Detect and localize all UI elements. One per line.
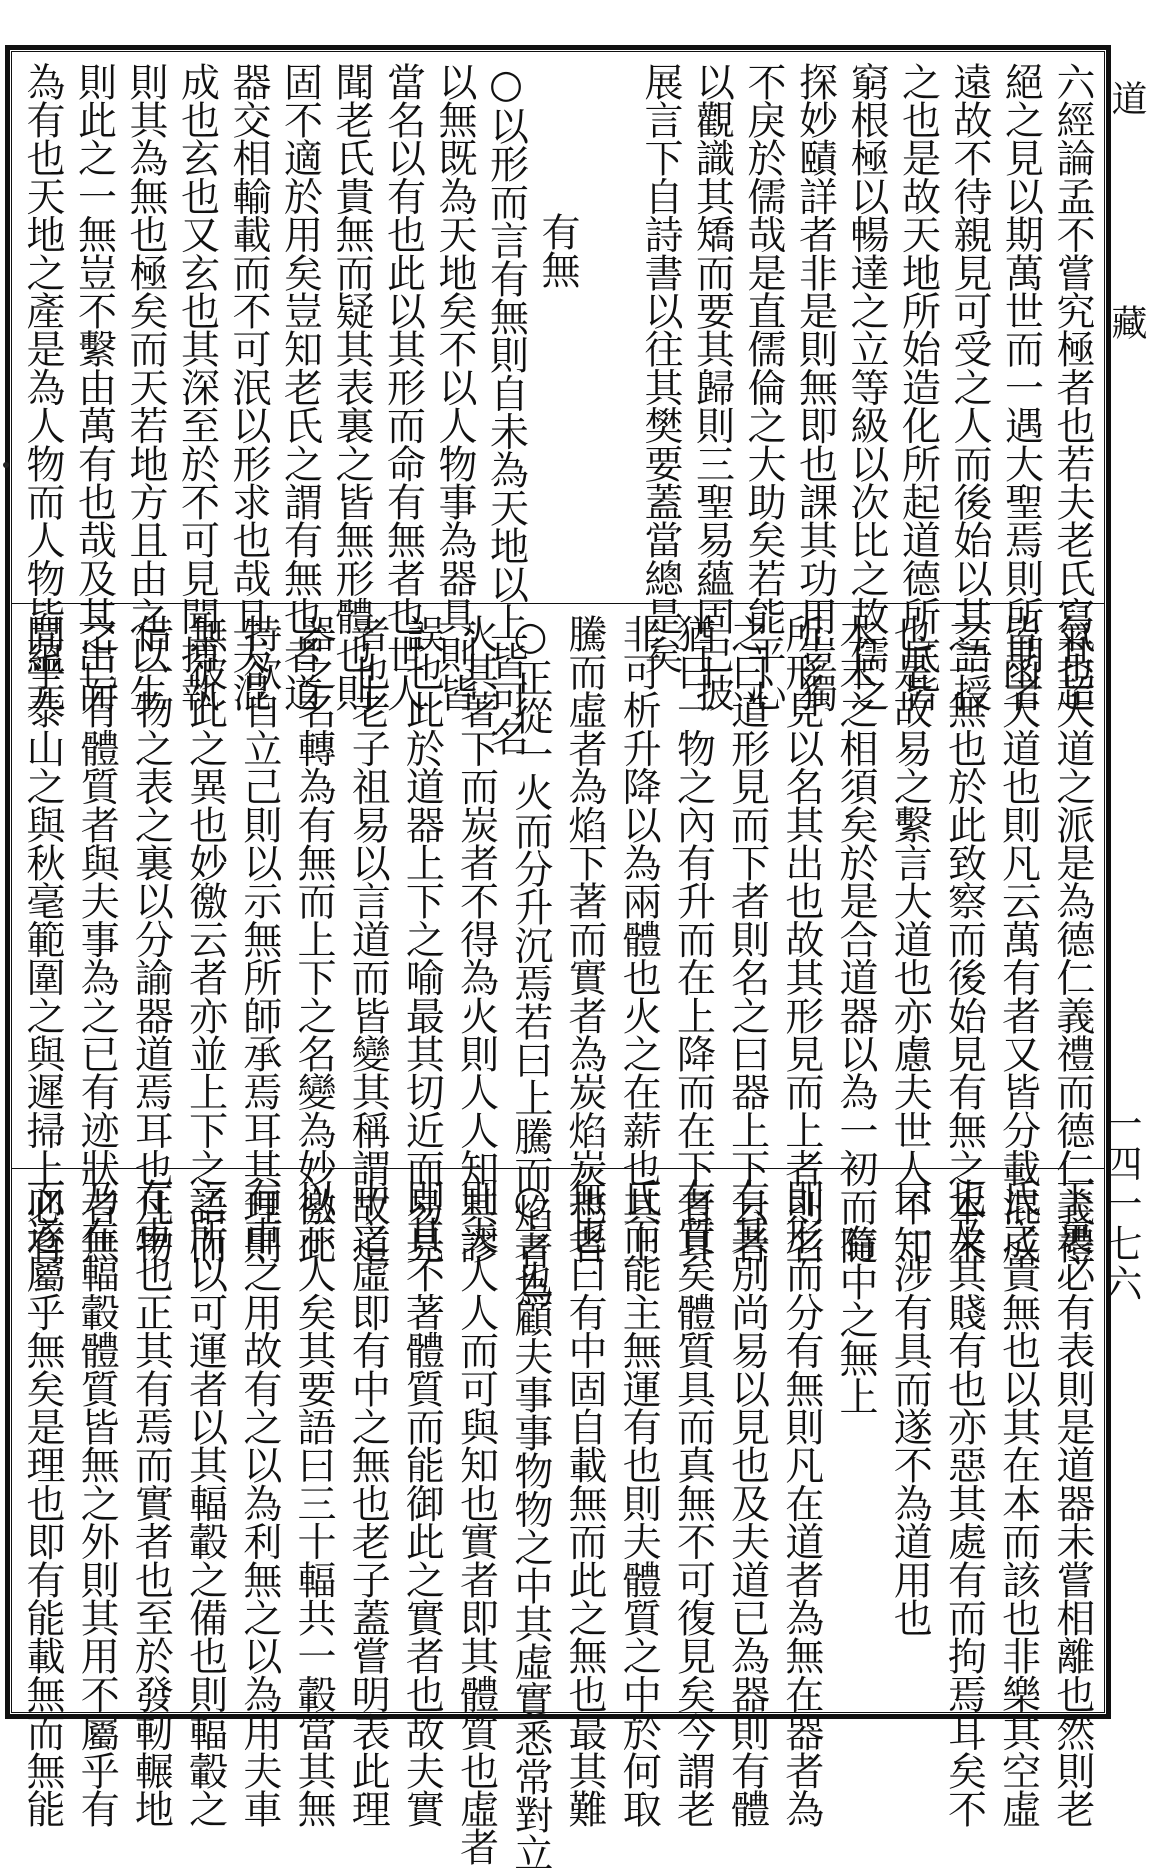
text-column: 器之名轉為有無而上下之名變為妙徼此 (291, 614, 337, 1264)
text-column: 有質矣體質具而真無不可復見矣今謂老 (670, 1178, 716, 1828)
text-column: 不戾於儒哉是直儒倫之大助矣若能平心 (741, 62, 786, 712)
text-column: 氏而能主無運有也則夫體質之中於何取 (616, 1178, 662, 1828)
text-column: 特欲自立己則以示無所師承焉耳其理則 (236, 614, 282, 1264)
text-column: 成也玄也又玄也其深至於不可見聞搏執 (174, 62, 220, 712)
text-column: 皆函大道也則凡云萬有者又皆分載混成 (995, 614, 1041, 1264)
margin-title: 道藏 (1106, 80, 1147, 528)
text-column: 下裏必有表則是道器未嘗相離也然則老 (1049, 1178, 1095, 1828)
text-column: 間乎泰山之與秋毫範圍之與遲掃上必有 (20, 614, 65, 1264)
text-column: 當名以有也此以其形而命有無者也世人 (380, 62, 426, 712)
text-column: 六經論孟不嘗究極者也若夫老氏寫其超 (1050, 62, 1095, 712)
register-top (14, 62, 1100, 756)
text-column: ○正從一火而分升沉焉若曰上騰而焰者為 (507, 614, 553, 1308)
text-column: 非可析升降以為兩體也火之在薪也其上 (616, 614, 662, 1264)
text-column: 之所以可運者以其輻轂之備也則輻轂之 (182, 1178, 228, 1828)
text-column: 以無既為天地矣不以人物事為器具則皆 (432, 62, 477, 712)
text-column: 也及其賤有也亦惡其處有而拘焉耳矣不 (941, 1178, 987, 1828)
text-column: 有其別尚易以見也及夫道已為器則有體 (724, 1178, 770, 1828)
text-column: 曰一涉有具而遂不為道用也 (887, 1178, 933, 1637)
text-column: 探妙賾詳者非是則無即也課其功用豈獨 (792, 62, 838, 712)
section-heading: 有中之無上 (833, 1224, 879, 1416)
text-column: 聞老氏貴無而疑其表裏之皆無形體也則 (329, 62, 374, 712)
text-column: 有車之用故有之以為利無之以為用夫車 (236, 1178, 282, 1828)
text-column: 也是故易之繫言大道也亦慮夫世人不知 (887, 614, 933, 1264)
text-column: 即形而分有無則凡在道者為無在器者為 (778, 1178, 824, 1828)
text-column: 遠故不待親見可受之人而後始以其語授 (947, 62, 992, 712)
text-column: 本末之相須矣於是合道器以為一初而隨 (833, 614, 879, 1264)
text-column: 器交相輸載而不可泯以形求也哉且夫混 (226, 62, 271, 712)
text-column: 展言下自詩書以往其樊要蓋當總是矣 (638, 62, 683, 674)
text-column: 之也是故天地所始造化所起道德所底皆 (895, 62, 941, 712)
text-column: 則夫人人而可與知也實者即其體質也虛者 (453, 1178, 499, 1866)
text-column: 窮根極以暢達之立等級以次比之故儒之 (844, 62, 889, 712)
text-column: 絕之見以期萬世而一遇大聖焉則所期者 (998, 62, 1044, 712)
text-column: 氏之貴無也以其在本而該也非樂其空虛 (995, 1178, 1041, 1828)
text-column: 之一無也於此致察而後始見有無之本末 (941, 614, 987, 1264)
text-column: 中之虛即有中之無也老子蓋嘗明表此理 (345, 1178, 391, 1828)
text-column: ○以形而言有無則自未為天地以上皆可名 (483, 62, 529, 756)
text-column: 騰而虛者為焰下著而實者為炭焰炭也者 (562, 614, 608, 1264)
scan-speck (3, 462, 9, 468)
text-column: 所形見以名其出也故其形見而上者則名 (778, 614, 824, 1264)
text-column: 氣也大道之派是為德仁義禮而德仁義禮 (1049, 614, 1095, 1264)
section-heading: 有無 (535, 212, 580, 289)
text-column: 固不適於用矣豈知老氏之謂有無也者道 (277, 62, 323, 712)
text-column: 乃在輻轂體質皆無之外則其用不屬乎有 (74, 1178, 120, 1828)
text-column: 者也老子祖易以言道而皆變其稱謂故道 (345, 614, 391, 1264)
text-column: 以觀識其矯而要其歸則三聖易蘊固已披 (689, 62, 735, 712)
text-column: 之已有體質者與夫事為之已有迹狀者無 (74, 614, 120, 1264)
page-number: 一四一七六 (1098, 1104, 1142, 1304)
text-column: 誤也此於道器上下之喻最其切近而易見 (399, 614, 445, 1264)
text-column: 無也曰有中固自載無而此之無也最其難 (562, 1178, 608, 1828)
register-bottom (14, 1178, 1100, 1872)
text-column: 為有也天地之產是為人物而人物皆蘊元 (20, 62, 65, 712)
text-column: 借一物之表之裏以分諭器道焉耳也凡物 (128, 614, 174, 1264)
text-column: 而遂屬乎無矣是理也即有能載無而無能 (20, 1178, 65, 1828)
text-column: 無彼此之異也妙徼云者亦並上下之語而 (182, 614, 228, 1264)
text-column: 以示人矣其要語曰三十輻共一轂當其無 (291, 1178, 337, 1828)
text-column: 之曰道形見而下者則名之曰器上下云者 (724, 614, 770, 1264)
text-column: 在車也正其有焉而實者也至於發軔輾地 (128, 1178, 174, 1828)
text-column: 則此之一無豈不繫由萬有也哉及其出而 (71, 62, 117, 712)
register-middle (14, 614, 1100, 1308)
text-column: 則其為無也極矣而天若地方且由之以生 (123, 62, 168, 712)
text-column: ○言也顧夫事事物物之中其虛實悉常對立 (507, 1178, 553, 1872)
text-column: 火其著下而炭者不得為火則人人知其謬 (453, 614, 499, 1264)
text-column: 猶曰一物之內有升而在上降而在下者耳 (670, 614, 716, 1264)
text-column: 即其不著體質而能御此之實者也故夫實 (399, 1178, 445, 1828)
